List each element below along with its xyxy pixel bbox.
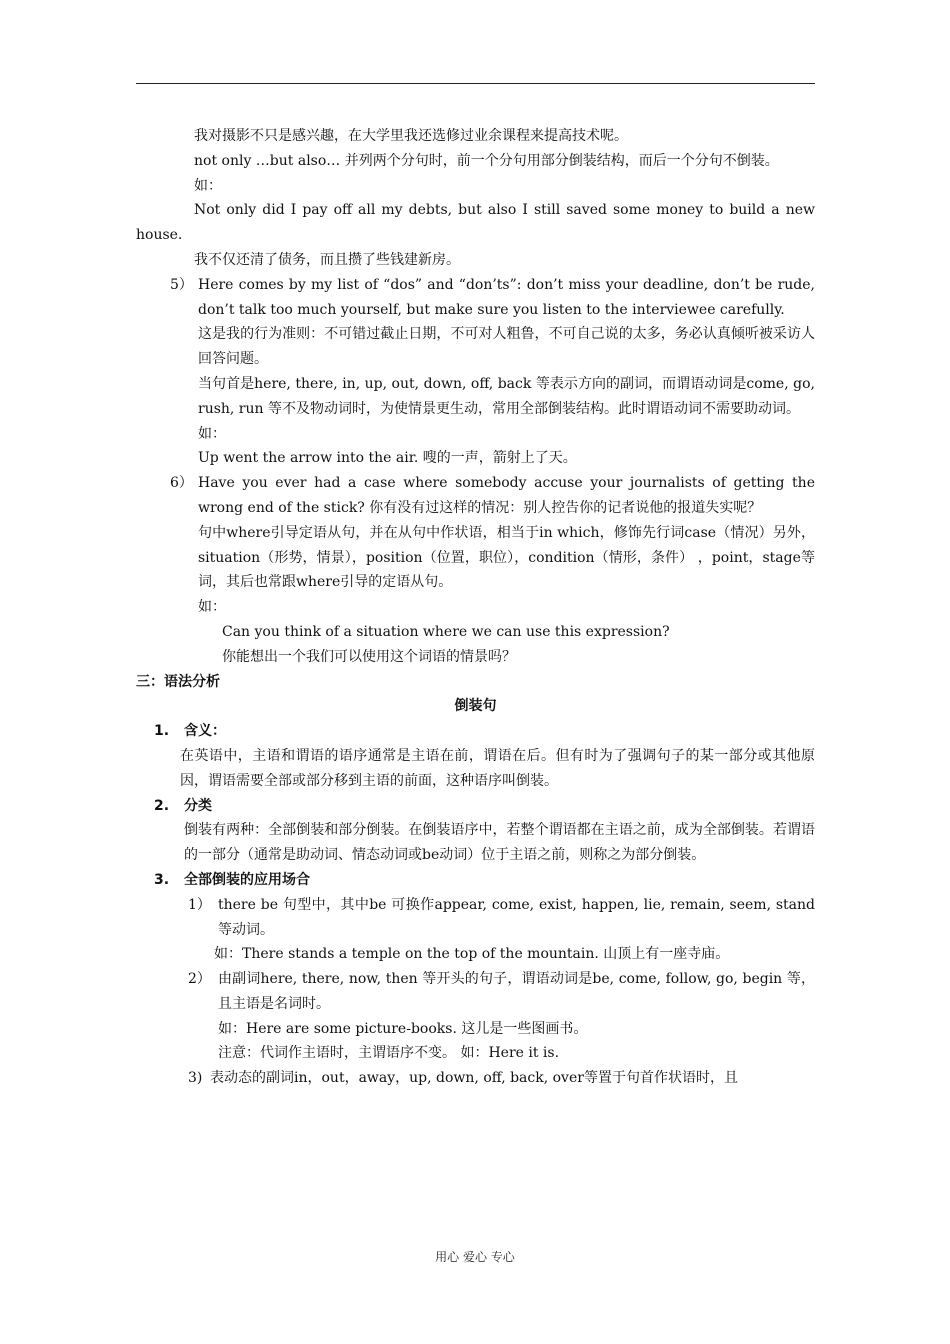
section-heading: 三：语法分析 [136, 673, 220, 690]
paragraph: 我不仅还清了债务，而且攒了些钱建新房。 [194, 251, 460, 268]
note: 注意：代词作主语时，主谓语序不变。 如：Here it is. [218, 1045, 560, 1062]
list-item-5 [136, 273, 815, 323]
paragraph: 你能想出一个我们可以使用这个词语的情景吗？ [222, 648, 516, 665]
list-text: 表动态的副词in，out，away，up, down, off, back, over等置于句首作状语时，且 [210, 1070, 738, 1087]
subsection-1 [136, 719, 815, 744]
paragraph: 这是我的行为准则：不可错过截止日期，不可对人粗鲁，不可自己说的太多，务必认真倾听被采访人回答问题。 [198, 326, 815, 368]
rule-item-1 [136, 893, 815, 943]
subsection-heading: 分类 [184, 797, 212, 814]
list-text: there be 句型中，其中be 可换作appear, come, exist, happen, lie, remain, seem, stand 等动词。 [218, 896, 815, 938]
list-item-6 [136, 471, 815, 521]
paragraph: not only …but also… 并列两个分句时，前一个分句用部分倒装结构，而后一个分句不倒装。 [194, 152, 779, 169]
list-number: 6） [170, 475, 193, 492]
example: 如：Here are some picture-books. 这儿是一些图画书。 [218, 1020, 588, 1037]
subsection-number: 1. [154, 723, 170, 740]
paragraph: 在英语中，主语和谓语的语序通常是主语在前，谓语在后。但有时为了强调句子的某一部分或其他原因，谓语需要全部或部分移到主语的前面，这种语序叫倒装。 [180, 747, 815, 789]
list-number: 2） [188, 971, 211, 988]
paragraph: 如： [198, 425, 226, 442]
subsection-number: 2. [154, 797, 170, 814]
page-footer: 用心 爱心 专心 [435, 1250, 515, 1264]
paragraph: Up went the arrow into the air. 嗖的一声，箭射上了天。 [198, 450, 577, 467]
list-text: 由副词here, there, now, then 等开头的句子，谓语动词是be, come, follow, go, begin 等，且主语是名词时。 [218, 971, 815, 1012]
rule-item-3 [136, 1066, 815, 1091]
paragraph: 当句首是here, there, in, up, out, down, off, back 等表示方向的副词，而谓语动词是come, go, rush, run 等不及物动词时，为使情景更生动，常用全部倒装结构。此时谓语动词不需要助动词。 [198, 375, 815, 417]
paragraph: 句中where引导定语从句，并在从句中作状语，相当于in which，修饰先行词case（情况）另外，situation（形势，情景），position（位置，职位），condition（情形，条件） ，point，stage等词，其后也常跟where引导的定语从句。 [198, 524, 815, 591]
rule-item-2 [136, 967, 815, 1017]
subsection-heading: 全部倒装的应用场合 [184, 871, 310, 888]
list-number: 3) [188, 1070, 203, 1087]
header-rule [136, 83, 815, 84]
paragraph: 我对摄影不只是感兴趣，在大学里我还选修过业余课程来提高技术呢。 [194, 128, 628, 144]
subsection-2 [136, 794, 815, 819]
paragraph: Can you think of a situation where we can use this expression? [222, 623, 670, 640]
list-text: Have you ever had a case where somebody accuse your journalists of getting the wrong end of the stick? 你有没有过这样的情况：别人控告你的记者说他的报道失实呢？ [198, 475, 815, 516]
paragraph: 如： [198, 599, 226, 616]
list-number: 5） [170, 276, 193, 293]
subsection-3 [136, 868, 815, 893]
subsection-heading: 含义： [184, 723, 226, 740]
list-number: 1） [188, 896, 211, 913]
paragraph: Not only did I pay off all my debts, but also I still saved some money to build a new house. [136, 202, 815, 244]
document-body [136, 124, 815, 1091]
section-title: 倒装句 [454, 698, 497, 715]
example: 如：There stands a temple on the top of the mountain. 山顶上有一座寺庙。 [214, 946, 730, 963]
paragraph: 倒装有两种：全部倒装和部分倒装。在倒装语序中，若整个谓语都在主语之前，成为全部倒装。若谓语的一部分（通常是助动词、情态动词或be动词）位于主语之前，则称之为部分倒装。 [184, 822, 815, 864]
list-text: Here comes by my list of “dos” and “don’ts”: don’t miss your deadline, don’t be rude, don’t talk too much yourself, but make sure you listen to the interviewee carefully. [198, 276, 815, 318]
paragraph: 如： [194, 177, 222, 194]
subsection-number: 3. [154, 871, 170, 888]
